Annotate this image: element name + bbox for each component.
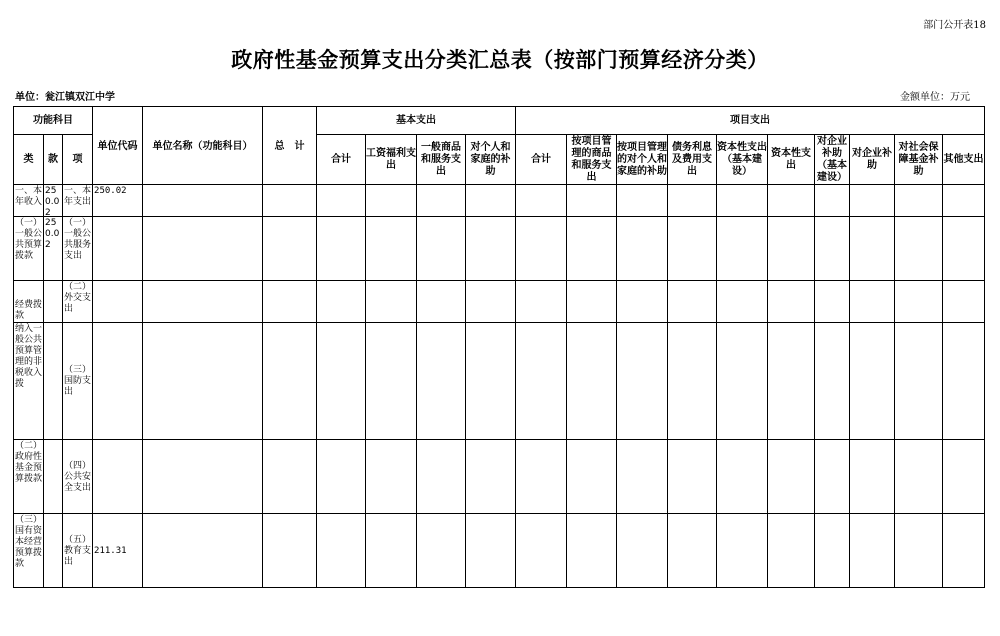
budget-table <box>13 106 985 588</box>
header-unit-name: 单位名称（功能科目） <box>143 107 263 185</box>
row-kuan: 250.02 <box>45 186 60 216</box>
row-unit-code <box>93 217 142 218</box>
header-total: 总 计 <box>263 107 317 185</box>
table-number-label: 部门公开表18 <box>923 20 986 31</box>
row-kuan: 250.02 <box>45 218 60 250</box>
header-proj-enterprise: 对企业补助 <box>850 135 895 185</box>
row-kuan <box>44 323 62 439</box>
row-lei: （一）一般公共预算拨款 <box>15 218 43 261</box>
table-row <box>14 185 985 217</box>
header-proj-total: 合计 <box>516 135 567 185</box>
row-unit-code <box>93 281 142 282</box>
row-unit-code: 250.02 <box>94 186 127 196</box>
row-xiang: （一）一般公共服务支出 <box>64 218 92 261</box>
table-row <box>14 440 985 514</box>
header-lei: 类 <box>14 135 44 185</box>
amount-unit-label: 金额单位：万元 <box>900 92 970 103</box>
row-xiang: （三）国防支出 <box>64 365 92 397</box>
header-func-subject: 功能科目 <box>14 107 93 135</box>
header-proj-enterprise-build: 对企业补助（基本建设） <box>815 135 850 185</box>
row-xiang: （四）公共安全支出 <box>64 460 92 493</box>
header-proj-other: 其他支出 <box>943 135 985 185</box>
row-kuan <box>44 514 62 587</box>
header-basic-goods: 一般商品和服务支出 <box>417 135 466 185</box>
header-proj-social: 对社会保障基金补助 <box>895 135 943 185</box>
page-title: 政府性基金预算支出分类汇总表（按部门预算经济分类） <box>231 48 769 72</box>
row-lei: （三）国有资本经营预算拨款 <box>15 515 43 569</box>
table-row <box>14 281 985 323</box>
header-basic-personal: 对个人和家庭的补助 <box>466 135 516 185</box>
header-xiang: 项 <box>63 135 93 185</box>
row-kuan <box>44 281 62 322</box>
header-basic-salary: 工资福利支出 <box>366 135 417 185</box>
header-proj-debt: 债务利息及费用支出 <box>668 135 717 185</box>
row-lei: 一、本年收入 <box>15 186 43 207</box>
table-row <box>14 217 985 281</box>
row-xiang: （二）外交支出 <box>64 282 92 314</box>
row-xiang: （五）教育支出 <box>64 534 92 567</box>
header-project: 项目支出 <box>516 107 985 135</box>
row-kuan <box>44 440 62 513</box>
header-kuan: 款 <box>44 135 63 185</box>
unit-label: 单位：瓮江镇双江中学 <box>15 92 115 103</box>
row-lei: 纳入一般公共预算管理的非税收入拨 <box>15 324 43 389</box>
row-unit-code <box>93 440 142 441</box>
row-lei: 经费拨款 <box>15 300 43 321</box>
header-proj-goods: 按项目管理的商品和服务支出 <box>567 135 617 185</box>
table-row <box>14 514 985 588</box>
header-proj-personal: 按项目管理的对个人和家庭的补助 <box>617 135 668 185</box>
header-basic: 基本支出 <box>317 107 516 135</box>
row-xiang: 一、本年支出 <box>64 186 92 207</box>
header-proj-capital: 资本性支出 <box>768 135 815 185</box>
table-row <box>14 323 985 440</box>
header-unit-code: 单位代码 <box>93 107 143 185</box>
row-unit-code <box>93 323 142 324</box>
row-unit-code: 211.31 <box>94 545 127 556</box>
header-proj-capital-build: 资本性支出（基本建设） <box>717 135 768 185</box>
row-lei: （二）政府性基金预算拨款 <box>15 441 43 484</box>
header-basic-total: 合计 <box>317 135 366 185</box>
